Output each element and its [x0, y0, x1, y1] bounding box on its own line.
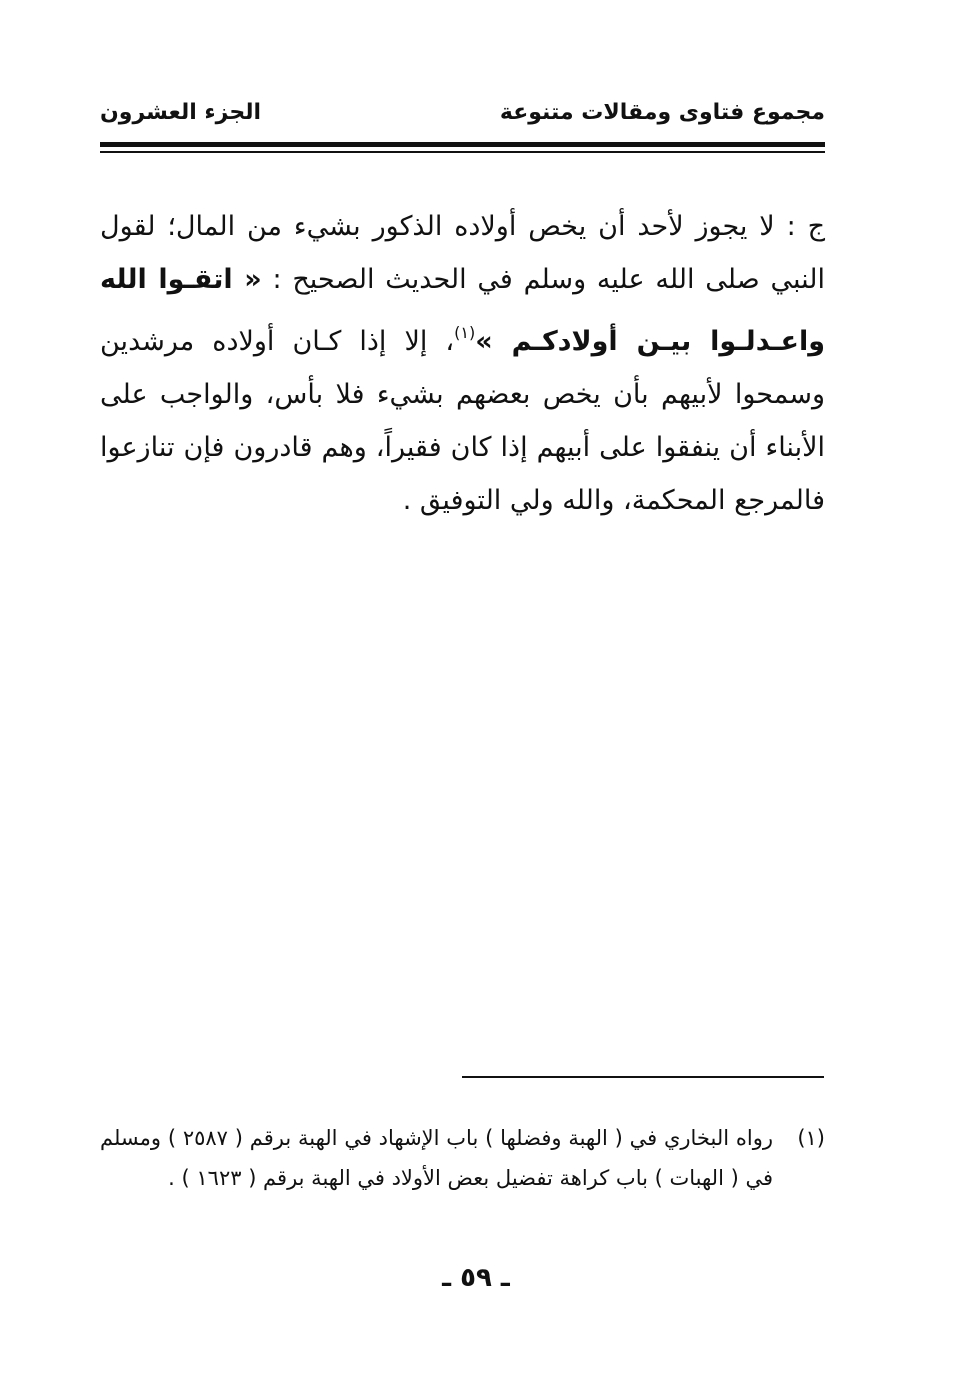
book-title: مجموع فتاوى ومقالات متنوعة — [499, 100, 825, 125]
footnote-separator — [462, 1076, 824, 1078]
fatwa-answer — [100, 200, 825, 527]
footnote-reference: (١) — [454, 323, 476, 342]
answer-text-start: ج : لا يجوز لأحد أن يخص أولاده الذكور بشيء من المال؛ لقول النبي صلى الله عليه وسلم في الحديث الصحيح : — [100, 211, 825, 295]
hadith-quote: « اتقـوا الله واعـدلـوا بيـن أولادكـم » — [100, 264, 825, 357]
header-rule-thick — [100, 142, 825, 147]
footnote-number: (١) — [797, 1126, 825, 1150]
footnote — [100, 1118, 825, 1198]
page-number: ـ ٥٩ ـ — [442, 1263, 510, 1293]
footnote-text: رواه البخاري في ( الهبة وفضلها ) باب الإشهاد في الهبة برقم ( ٢٥٨٧ ) ومسلم في ( الهبات ) باب كراهة تفضيل بعض الأولاد في الهبة برقم ( ١٦٢٣ ) . — [100, 1126, 773, 1190]
running-header — [100, 95, 825, 135]
answer-text-end: ، إلا إذا كـان أولاده مرشدين وسمحوا لأبيهم بأن يخص بعضهم بشيء فلا بأس، والواجب على الأبناء أن ينفقوا على أبيهم إذا كان فقيراً، وهم قادرون فإن تنازعوا فالمرجع المحكمة، والله ولي التوفيق . — [100, 326, 825, 516]
volume-label: الجزء العشرون — [100, 100, 261, 125]
header-rule-thin — [100, 151, 825, 153]
